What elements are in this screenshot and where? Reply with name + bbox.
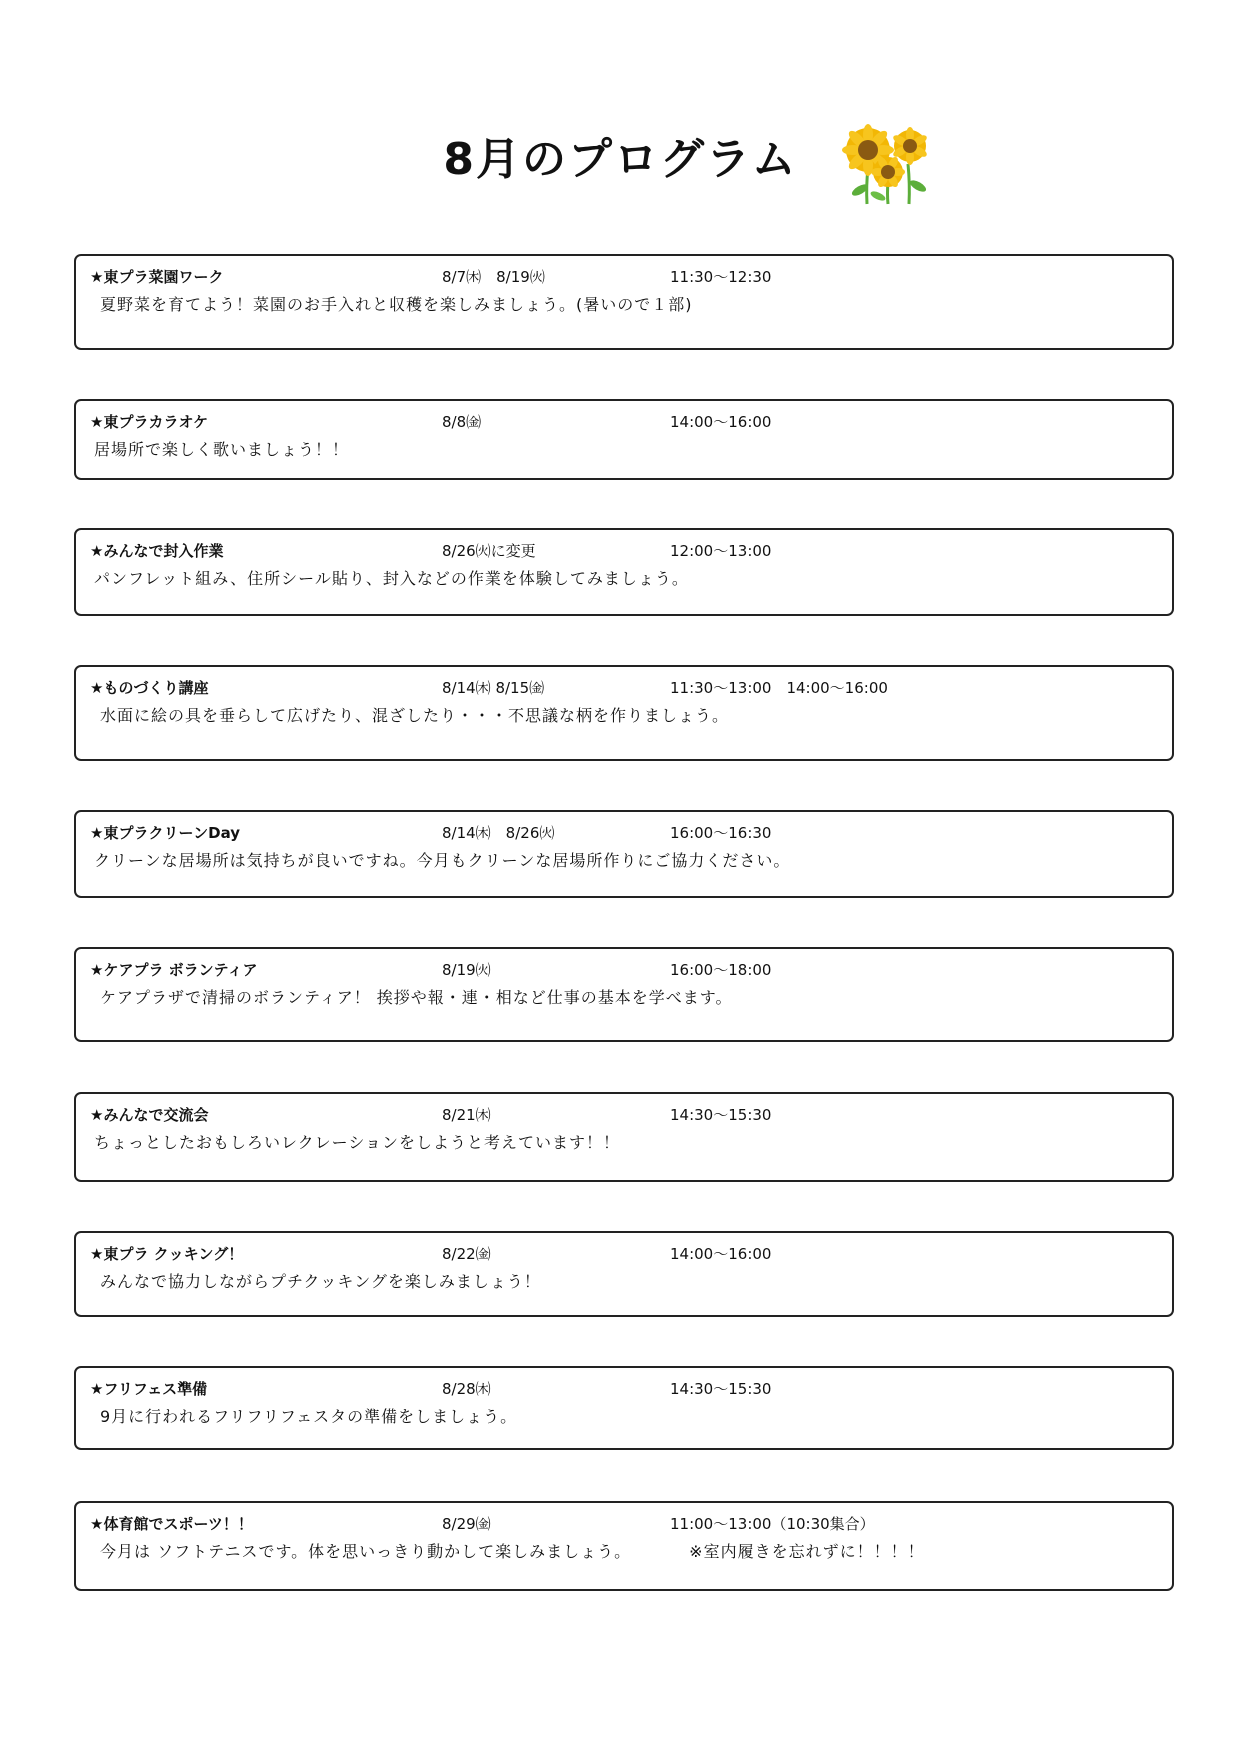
program-description: ケアプラザで清掃のボランティア！ 挨拶や報・連・相など仕事の基本を学べます。 xyxy=(100,988,733,1007)
program-description: みんなで協力しながらプチクッキングを楽しみましょう！ xyxy=(100,1272,541,1291)
program-date: 8/8㈮ xyxy=(442,413,482,431)
program-name: ★ものづくり講座 xyxy=(90,679,209,697)
program-card-volunteer xyxy=(74,947,1174,1042)
program-card-festival-prep xyxy=(74,1366,1174,1450)
program-time: 16:00〜16:30 xyxy=(670,824,772,842)
program-description: 水面に絵の具を垂らして広げたり、混ざしたり・・・不思議な柄を作りましょう。 xyxy=(100,706,730,725)
program-time: 14:00〜16:00 xyxy=(670,413,772,431)
program-name: ★東プラ菜園ワーク xyxy=(90,268,224,286)
program-date: 8/14㈭ 8/15㈮ xyxy=(442,679,545,697)
program-name: ★みんなで交流会 xyxy=(90,1106,209,1124)
program-date: 8/21㈭ xyxy=(442,1106,491,1124)
program-name: ★東プラカラオケ xyxy=(90,413,209,431)
program-note: ※室内履きを忘れずに！！！！ xyxy=(689,1542,925,1561)
program-card-karaoke xyxy=(74,399,1174,480)
program-time: 14:30〜15:30 xyxy=(670,1380,772,1398)
program-name: ★フリフェス準備 xyxy=(90,1380,208,1398)
program-description-text: 今月は ソフトテニスです。体を思いっきり動かして楽しみましょう。 xyxy=(100,1542,632,1561)
program-description: 9月に行われるフリフリフェスタの準備をしましょう。 xyxy=(100,1407,518,1426)
program-date: 8/29㈮ xyxy=(442,1515,491,1533)
program-card-social xyxy=(74,1092,1174,1182)
program-time: 11:30〜13:00 14:00〜16:00 xyxy=(670,679,888,697)
program-date: 8/26㈫に変更 xyxy=(442,542,536,560)
program-card-clean-day xyxy=(74,810,1174,898)
program-date: 8/22㈮ xyxy=(442,1245,491,1263)
program-card-garden xyxy=(74,254,1174,350)
program-time: 14:00〜16:00 xyxy=(670,1245,772,1263)
program-description: 夏野菜を育てよう！菜園のお手入れと収穫を楽しみましょう。(暑いので１部) xyxy=(100,295,693,314)
program-date: 8/14㈭ 8/26㈫ xyxy=(442,824,555,842)
program-name: ★体育館でスポーツ！！ xyxy=(90,1515,253,1533)
program-time: 14:30〜15:30 xyxy=(670,1106,772,1124)
program-description xyxy=(100,1541,1158,1563)
program-time: 12:00〜13:00 xyxy=(670,542,772,560)
program-name: ★ケアプラ ボランティア xyxy=(90,961,258,979)
sunflower-icon xyxy=(840,124,936,206)
program-card-craft xyxy=(74,665,1174,761)
program-name: ★東プラ クッキング！ xyxy=(90,1245,244,1263)
program-date: 8/7㈭ 8/19㈫ xyxy=(442,268,545,286)
program-card-sports xyxy=(74,1501,1174,1591)
program-card-envelope-work xyxy=(74,528,1174,616)
page-title: 8月のプログラム xyxy=(443,134,798,185)
program-name: ★東プラクリーンDay xyxy=(90,824,241,842)
program-date: 8/28㈭ xyxy=(442,1380,491,1398)
program-name: ★みんなで封入作業 xyxy=(90,542,224,560)
program-card-cooking xyxy=(74,1231,1174,1317)
program-time: 16:00〜18:00 xyxy=(670,961,772,979)
program-description: パンフレット組み、住所シール貼り、封入などの作業を体験してみましょう。 xyxy=(94,569,689,588)
program-description: クリーンな居場所は気持ちが良いですね。今月もクリーンな居場所作りにご協力ください。 xyxy=(94,851,791,870)
program-description: ちょっとしたおもしろいレクレーションをしようと考えています！！ xyxy=(94,1133,621,1152)
program-time: 11:00〜13:00（10:30集合） xyxy=(670,1515,875,1533)
program-time: 11:30〜12:30 xyxy=(670,268,772,286)
program-date: 8/19㈫ xyxy=(442,961,491,979)
program-description: 居場所で楽しく歌いましょう！！ xyxy=(94,440,350,459)
